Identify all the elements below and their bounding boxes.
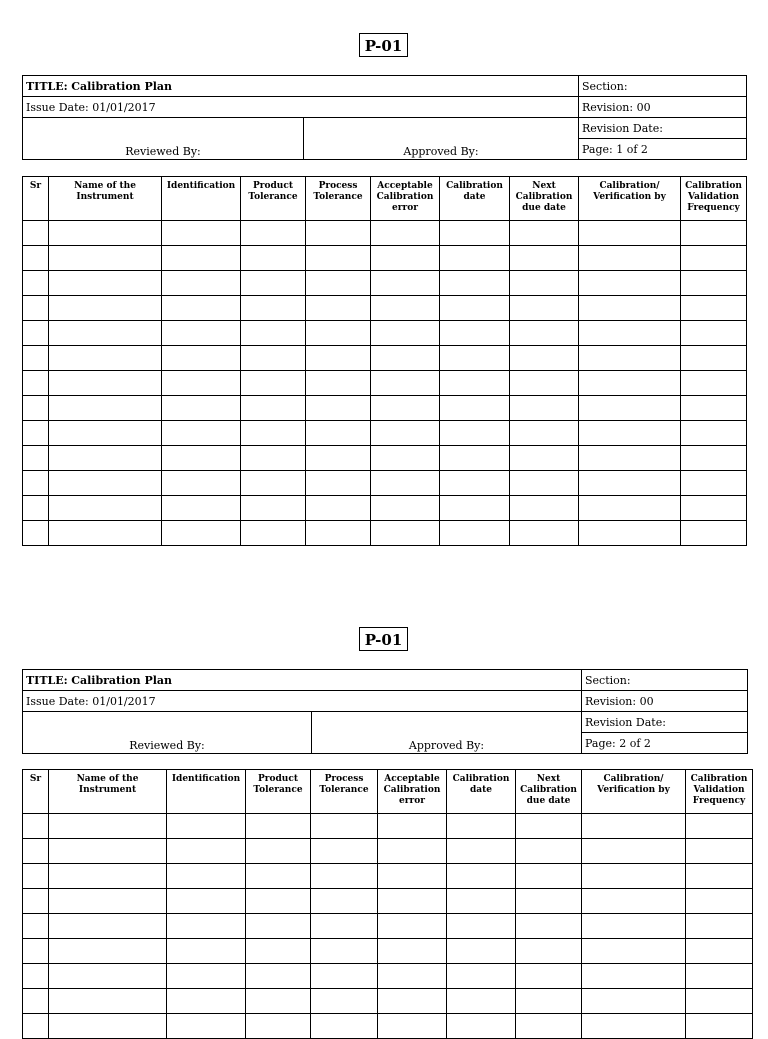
table-cell[interactable] [378, 964, 447, 989]
table-cell[interactable] [49, 396, 162, 421]
table-cell[interactable] [241, 446, 306, 471]
table-row [23, 496, 747, 521]
table-cell[interactable] [440, 246, 510, 271]
table-cell[interactable] [311, 939, 378, 964]
table-cell[interactable] [23, 521, 49, 546]
table-row [23, 321, 747, 346]
table-cell[interactable] [49, 1014, 167, 1039]
table-cell[interactable] [510, 221, 579, 246]
table-cell[interactable] [162, 371, 241, 396]
column-header: Sr [23, 770, 49, 814]
document-header [22, 669, 748, 754]
table-cell[interactable] [49, 271, 162, 296]
column-header: Product Tolerance [241, 177, 306, 221]
table-row [23, 271, 747, 296]
document-header [22, 75, 747, 160]
table-cell[interactable] [510, 371, 579, 396]
table-cell[interactable] [49, 989, 167, 1014]
table-cell[interactable] [23, 914, 49, 939]
section-cell: Section: [582, 670, 748, 691]
table-cell[interactable] [579, 396, 681, 421]
table-row [23, 864, 753, 889]
table-cell[interactable] [440, 446, 510, 471]
table-cell[interactable] [241, 471, 306, 496]
table-cell[interactable] [49, 371, 162, 396]
table-cell[interactable] [516, 1014, 582, 1039]
table-cell[interactable] [23, 471, 49, 496]
table-cell[interactable] [378, 939, 447, 964]
table-cell[interactable] [306, 321, 371, 346]
reviewed-by-cell: Reviewed By: [23, 118, 304, 160]
table-cell[interactable] [447, 989, 516, 1014]
column-header: Name of the Instrument [49, 177, 162, 221]
table-cell[interactable] [447, 1014, 516, 1039]
table-cell[interactable] [311, 1014, 378, 1039]
table-cell[interactable] [23, 221, 49, 246]
table-cell[interactable] [371, 396, 440, 421]
table-cell[interactable] [510, 246, 579, 271]
table-cell[interactable] [371, 471, 440, 496]
table-cell[interactable] [23, 371, 49, 396]
table-cell[interactable] [516, 939, 582, 964]
table-cell[interactable] [167, 939, 246, 964]
table-row [23, 1014, 753, 1039]
table-cell[interactable] [162, 521, 241, 546]
table-row [23, 914, 753, 939]
table-cell[interactable] [49, 246, 162, 271]
issue-date-cell: Issue Date: 01/01/2017 [23, 97, 579, 118]
table-cell[interactable] [579, 296, 681, 321]
table-cell[interactable] [306, 371, 371, 396]
table-cell[interactable] [440, 296, 510, 321]
table-cell[interactable] [582, 1014, 686, 1039]
table-cell[interactable] [246, 939, 311, 964]
table-cell[interactable] [167, 964, 246, 989]
table-cell[interactable] [681, 296, 747, 321]
table-cell[interactable] [306, 296, 371, 321]
table-cell[interactable] [246, 914, 311, 939]
table-cell[interactable] [23, 839, 49, 864]
table-cell[interactable] [371, 496, 440, 521]
table-cell[interactable] [440, 396, 510, 421]
table-cell[interactable] [378, 864, 447, 889]
table-cell[interactable] [686, 864, 753, 889]
column-header: Name of the Instrument [49, 770, 167, 814]
table-cell[interactable] [582, 964, 686, 989]
table-cell[interactable] [516, 889, 582, 914]
table-cell[interactable] [49, 889, 167, 914]
table-row [23, 471, 747, 496]
column-header: Next Calibration due date [510, 177, 579, 221]
table-cell[interactable] [447, 864, 516, 889]
document-code: P-01 [359, 627, 408, 651]
table-cell[interactable] [579, 246, 681, 271]
reviewed-by-cell: Reviewed By: [23, 712, 312, 754]
table-row [23, 246, 747, 271]
column-header: Calibration/ Verification by [582, 770, 686, 814]
revision-date-cell: Revision Date: [582, 712, 748, 733]
table-cell[interactable] [162, 346, 241, 371]
table-cell[interactable] [49, 471, 162, 496]
table-row [23, 814, 753, 839]
table-cell[interactable] [306, 246, 371, 271]
table-cell[interactable] [23, 496, 49, 521]
table-cell[interactable] [167, 839, 246, 864]
table-cell[interactable] [311, 989, 378, 1014]
table-cell[interactable] [241, 371, 306, 396]
table-cell[interactable] [447, 839, 516, 864]
table-cell[interactable] [378, 814, 447, 839]
document-code: P-01 [359, 33, 408, 57]
table-cell[interactable] [510, 271, 579, 296]
table-cell[interactable] [23, 396, 49, 421]
table-row [23, 221, 747, 246]
table-row [23, 939, 753, 964]
table-cell[interactable] [371, 346, 440, 371]
table-cell[interactable] [23, 421, 49, 446]
table-cell[interactable] [579, 446, 681, 471]
table-cell[interactable] [440, 346, 510, 371]
table-cell[interactable] [162, 421, 241, 446]
table-cell[interactable] [49, 446, 162, 471]
table-cell[interactable] [681, 446, 747, 471]
table-cell[interactable] [681, 521, 747, 546]
table-cell[interactable] [306, 396, 371, 421]
table-cell[interactable] [686, 989, 753, 1014]
revision-cell: Revision: 00 [579, 97, 747, 118]
table-cell[interactable] [311, 864, 378, 889]
table-cell[interactable] [378, 889, 447, 914]
table-cell[interactable] [49, 296, 162, 321]
table-cell[interactable] [516, 964, 582, 989]
table-cell[interactable] [579, 521, 681, 546]
table-row [23, 989, 753, 1014]
table-cell[interactable] [306, 346, 371, 371]
table-row [23, 371, 747, 396]
table-cell[interactable] [371, 321, 440, 346]
column-header: Identification [167, 770, 246, 814]
table-cell[interactable] [311, 839, 378, 864]
table-cell[interactable] [686, 839, 753, 864]
column-header: Calibration date [447, 770, 516, 814]
column-header: Calibration Validation Frequency [686, 770, 753, 814]
column-header: Sr [23, 177, 49, 221]
table-cell[interactable] [49, 839, 167, 864]
table-cell[interactable] [162, 221, 241, 246]
table-cell[interactable] [681, 271, 747, 296]
table-cell[interactable] [371, 521, 440, 546]
table-cell[interactable] [582, 814, 686, 839]
table-cell[interactable] [23, 246, 49, 271]
table-cell[interactable] [447, 914, 516, 939]
column-header: Process Tolerance [306, 177, 371, 221]
table-cell[interactable] [579, 271, 681, 296]
table-cell[interactable] [162, 446, 241, 471]
table-cell[interactable] [582, 864, 686, 889]
table-cell[interactable] [447, 889, 516, 914]
table-cell[interactable] [440, 421, 510, 446]
table-cell[interactable] [681, 246, 747, 271]
column-header: Calibration/ Verification by [579, 177, 681, 221]
table-cell[interactable] [49, 864, 167, 889]
table-header-row [23, 177, 747, 221]
column-header: Identification [162, 177, 241, 221]
table-row [23, 296, 747, 321]
table-header-row [23, 770, 753, 814]
table-cell[interactable] [378, 989, 447, 1014]
table-cell[interactable] [241, 521, 306, 546]
table-cell[interactable] [510, 421, 579, 446]
table-cell[interactable] [510, 521, 579, 546]
table-cell[interactable] [23, 446, 49, 471]
approved-by-cell: Approved By: [304, 118, 579, 160]
table-cell[interactable] [440, 221, 510, 246]
table-cell[interactable] [510, 471, 579, 496]
table-cell[interactable] [378, 1014, 447, 1039]
table-cell[interactable] [440, 496, 510, 521]
table-cell[interactable] [246, 964, 311, 989]
table-cell[interactable] [241, 396, 306, 421]
title-label: TITLE: [26, 79, 68, 93]
table-cell[interactable] [440, 321, 510, 346]
table-cell[interactable] [49, 496, 162, 521]
table-cell[interactable] [311, 889, 378, 914]
column-header: Acceptable Calibration error [378, 770, 447, 814]
table-cell[interactable] [510, 496, 579, 521]
table-cell[interactable] [579, 421, 681, 446]
table-cell[interactable] [23, 814, 49, 839]
table-row [23, 839, 753, 864]
table-cell[interactable] [246, 839, 311, 864]
table-cell[interactable] [440, 521, 510, 546]
table-cell[interactable] [371, 271, 440, 296]
table-cell[interactable] [167, 989, 246, 1014]
table-cell[interactable] [510, 346, 579, 371]
table-cell[interactable] [371, 296, 440, 321]
table-row [23, 964, 753, 989]
calibration-table [22, 769, 753, 1039]
table-cell[interactable] [371, 371, 440, 396]
table-cell[interactable] [23, 864, 49, 889]
table-cell[interactable] [241, 271, 306, 296]
table-cell[interactable] [582, 989, 686, 1014]
table-cell[interactable] [579, 346, 681, 371]
table-cell[interactable] [681, 371, 747, 396]
table-cell[interactable] [306, 521, 371, 546]
table-cell[interactable] [681, 346, 747, 371]
table-cell[interactable] [579, 471, 681, 496]
table-cell[interactable] [49, 814, 167, 839]
document-title: Calibration Plan [71, 673, 173, 687]
table-cell[interactable] [241, 221, 306, 246]
table-cell[interactable] [686, 814, 753, 839]
table-row [23, 421, 747, 446]
column-header: Product Tolerance [246, 770, 311, 814]
table-cell[interactable] [579, 221, 681, 246]
column-header: Next Calibration due date [516, 770, 582, 814]
table-cell[interactable] [447, 939, 516, 964]
table-cell[interactable] [246, 814, 311, 839]
revision-cell: Revision: 00 [582, 691, 748, 712]
table-cell[interactable] [23, 271, 49, 296]
table-cell[interactable] [516, 989, 582, 1014]
table-cell[interactable] [49, 964, 167, 989]
table-cell[interactable] [241, 246, 306, 271]
table-cell[interactable] [49, 521, 162, 546]
table-cell[interactable] [167, 864, 246, 889]
table-cell[interactable] [681, 221, 747, 246]
table-cell[interactable] [49, 321, 162, 346]
table-cell[interactable] [246, 864, 311, 889]
calibration-table [22, 176, 747, 546]
table-cell[interactable] [49, 914, 167, 939]
table-cell[interactable] [167, 814, 246, 839]
table-cell[interactable] [49, 221, 162, 246]
title-cell [23, 670, 582, 691]
table-cell[interactable] [23, 939, 49, 964]
table-cell[interactable] [306, 221, 371, 246]
table-cell[interactable] [49, 421, 162, 446]
table-cell[interactable] [516, 839, 582, 864]
table-cell[interactable] [162, 246, 241, 271]
table-cell[interactable] [167, 914, 246, 939]
table-cell[interactable] [306, 446, 371, 471]
table-row [23, 346, 747, 371]
table-cell[interactable] [311, 914, 378, 939]
table-cell[interactable] [162, 296, 241, 321]
table-cell[interactable] [162, 396, 241, 421]
table-cell[interactable] [510, 396, 579, 421]
table-cell[interactable] [686, 1014, 753, 1039]
table-cell[interactable] [681, 396, 747, 421]
table-cell[interactable] [49, 346, 162, 371]
table-cell[interactable] [686, 964, 753, 989]
table-cell[interactable] [306, 271, 371, 296]
table-cell[interactable] [510, 321, 579, 346]
table-cell[interactable] [241, 346, 306, 371]
table-cell[interactable] [686, 914, 753, 939]
table-cell[interactable] [579, 371, 681, 396]
table-cell[interactable] [371, 221, 440, 246]
table-cell[interactable] [378, 839, 447, 864]
table-cell[interactable] [162, 496, 241, 521]
table-cell[interactable] [447, 964, 516, 989]
page-number-cell: Page: 2 of 2 [582, 733, 748, 754]
table-cell[interactable] [371, 446, 440, 471]
table-cell[interactable] [23, 989, 49, 1014]
table-cell[interactable] [246, 889, 311, 914]
table-cell[interactable] [686, 939, 753, 964]
table-row [23, 889, 753, 914]
table-cell[interactable] [23, 964, 49, 989]
column-header: Acceptable Calibration error [371, 177, 440, 221]
table-cell[interactable] [241, 421, 306, 446]
table-cell[interactable] [579, 321, 681, 346]
table-cell[interactable] [23, 296, 49, 321]
table-cell[interactable] [23, 346, 49, 371]
table-cell[interactable] [49, 939, 167, 964]
table-cell[interactable] [306, 471, 371, 496]
page-number-cell: Page: 1 of 2 [579, 139, 747, 160]
table-cell[interactable] [241, 496, 306, 521]
table-cell[interactable] [681, 496, 747, 521]
table-cell[interactable] [681, 421, 747, 446]
approved-by-cell: Approved By: [312, 712, 582, 754]
table-cell[interactable] [371, 421, 440, 446]
table-row [23, 446, 747, 471]
table-cell[interactable] [582, 914, 686, 939]
table-cell[interactable] [447, 814, 516, 839]
table-cell[interactable] [306, 496, 371, 521]
column-header: Calibration date [440, 177, 510, 221]
table-cell[interactable] [311, 814, 378, 839]
section-cell: Section: [579, 76, 747, 97]
table-cell[interactable] [582, 889, 686, 914]
title-cell [23, 76, 579, 97]
table-cell[interactable] [579, 496, 681, 521]
table-cell[interactable] [516, 864, 582, 889]
table-row [23, 396, 747, 421]
table-cell[interactable] [241, 296, 306, 321]
document-title: Calibration Plan [71, 79, 173, 93]
table-cell[interactable] [311, 964, 378, 989]
issue-date-cell: Issue Date: 01/01/2017 [23, 691, 582, 712]
table-cell[interactable] [582, 839, 686, 864]
table-cell[interactable] [167, 1014, 246, 1039]
table-cell[interactable] [246, 989, 311, 1014]
table-cell[interactable] [23, 1014, 49, 1039]
table-cell[interactable] [162, 471, 241, 496]
revision-date-cell: Revision Date: [579, 118, 747, 139]
column-header: Calibration Validation Frequency [681, 177, 747, 221]
table-cell[interactable] [378, 914, 447, 939]
table-cell[interactable] [510, 296, 579, 321]
table-cell[interactable] [440, 371, 510, 396]
table-cell[interactable] [681, 471, 747, 496]
table-cell[interactable] [162, 271, 241, 296]
table-cell[interactable] [371, 246, 440, 271]
title-label: TITLE: [26, 673, 68, 687]
table-cell[interactable] [23, 889, 49, 914]
table-cell[interactable] [23, 321, 49, 346]
table-cell[interactable] [582, 939, 686, 964]
table-cell[interactable] [440, 271, 510, 296]
table-cell[interactable] [246, 1014, 311, 1039]
table-cell[interactable] [686, 889, 753, 914]
table-cell[interactable] [306, 421, 371, 446]
table-cell[interactable] [440, 471, 510, 496]
table-cell[interactable] [516, 914, 582, 939]
table-cell[interactable] [681, 321, 747, 346]
table-cell[interactable] [167, 889, 246, 914]
table-cell[interactable] [516, 814, 582, 839]
table-cell[interactable] [241, 321, 306, 346]
table-row [23, 521, 747, 546]
table-cell[interactable] [162, 321, 241, 346]
table-cell[interactable] [510, 446, 579, 471]
column-header: Process Tolerance [311, 770, 378, 814]
